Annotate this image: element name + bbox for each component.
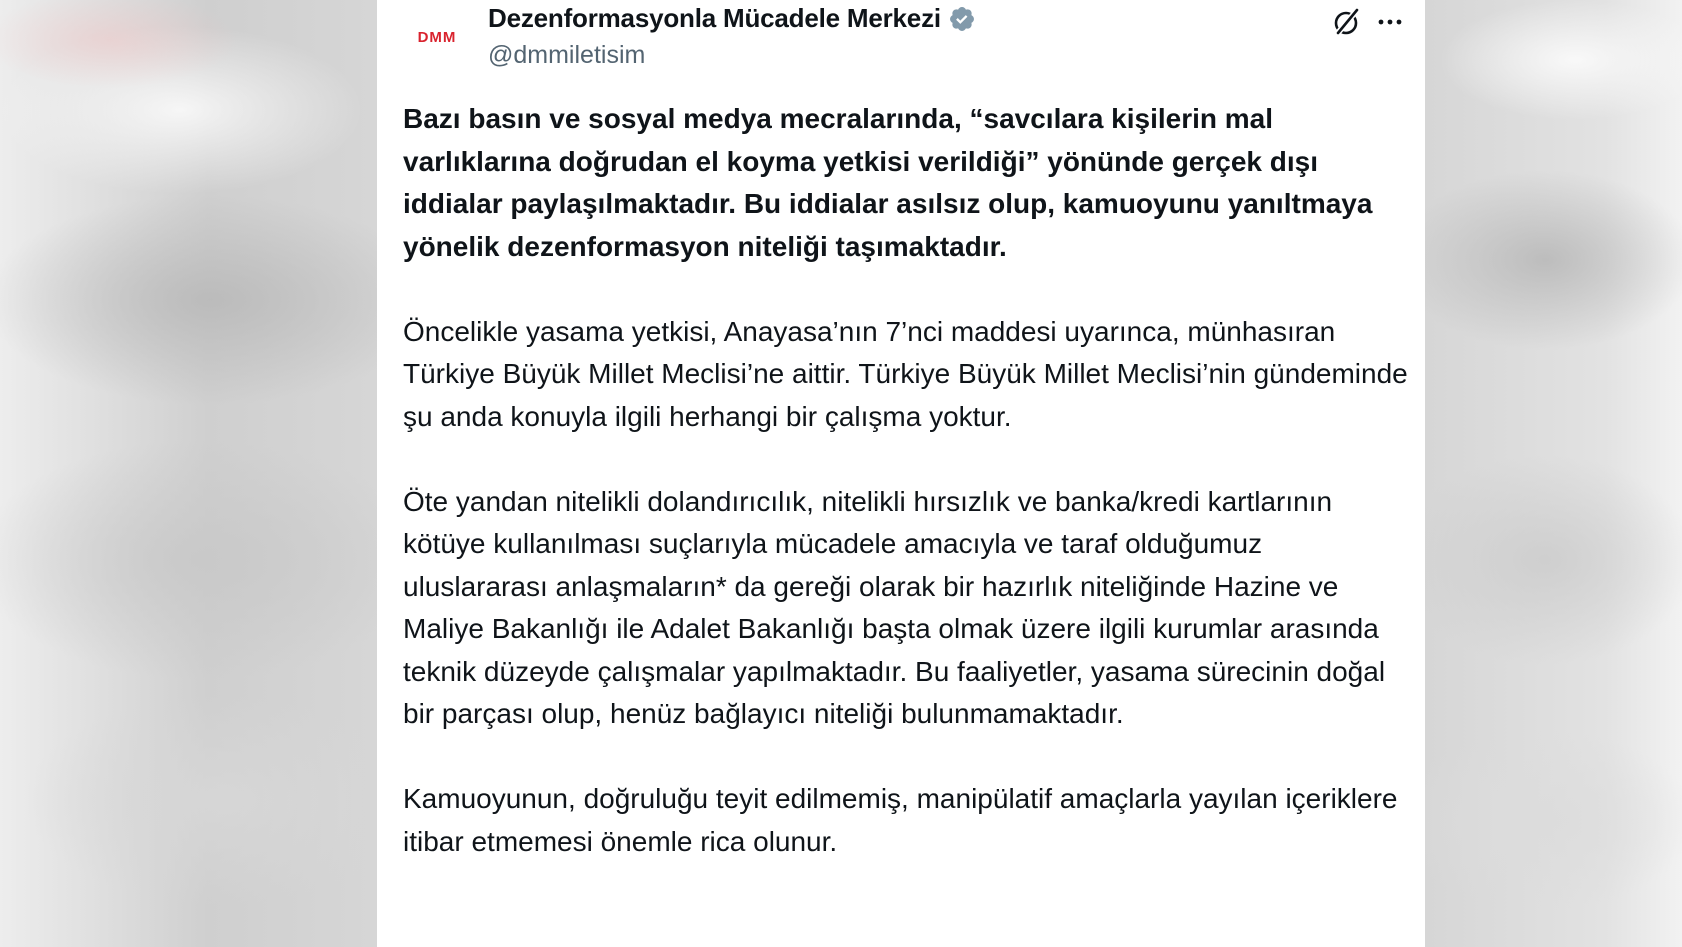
dmm-logo (404, 22, 470, 52)
post-paragraph-lead: Bazı basın ve sosyal medya mecralarında, “savcılara kişilerin mal varlıklarına doğrudan el koyma yetkisi verildiği” yönünde gerçek dışı iddialar paylaşılmaktadır. Bu iddialar asılsız olup, kamuoyunu yanıltmaya yönelik dezenformasyon niteliği taşımaktadır. (403, 103, 1373, 262)
blurred-background-right (1425, 0, 1682, 947)
display-name-row (488, 3, 976, 34)
display-name[interactable]: Dezenformasyonla Mücadele Merkezi (488, 3, 941, 33)
user-handle[interactable]: @dmmiletisim (488, 41, 646, 69)
more-options-icon[interactable] (1375, 8, 1405, 36)
post-card (377, 0, 1425, 947)
verified-badge-icon[interactable] (948, 5, 976, 33)
post-paragraph: Kamuoyunun, doğruluğu teyit edilmemiş, manipülatif amaçlarla yayılan içeriklere itibar etmemesi önemle rica olunur. (403, 783, 1398, 857)
post-header (377, 0, 1425, 80)
post-text (403, 98, 1413, 906)
svg-text:DMM: DMM (417, 29, 457, 46)
blurred-background-left (0, 0, 377, 947)
post-paragraph: Öte yandan nitelikli dolandırıcılık, nitelikli hırsızlık ve banka/kredi kartlarının kötüye kullanılması suçlarıyla mücadele amacıyla ve taraf olduğumuz uluslararası anlaşmaların* da gereği olarak bir hazırlık niteliğinde Hazine ve Maliye Bakanlığı ile Adalet Bakanlığı başta olmak üzere ilgili kurumlar arasında teknik düzeyde çalışmalar yapılmaktadır. Bu faaliyetler, yasama sürecinin doğal bir parçası olup, henüz bağlayıcı niteliği bulunmamaktadır. (403, 485, 1386, 729)
grok-icon[interactable] (1329, 5, 1363, 39)
post-paragraph: Öncelikle yasama yetkisi, Anayasa’nın 7’nci maddesi uyarınca, münhasıran Türkiye Büyük Millet Meclisi’ne aittir. Türkiye Büyük Millet Meclisi’nin gündeminde şu anda konuyla ilgili herhangi bir çalışma yoktur. (403, 315, 1408, 432)
dmm-logo-avatar[interactable] (404, 22, 470, 52)
